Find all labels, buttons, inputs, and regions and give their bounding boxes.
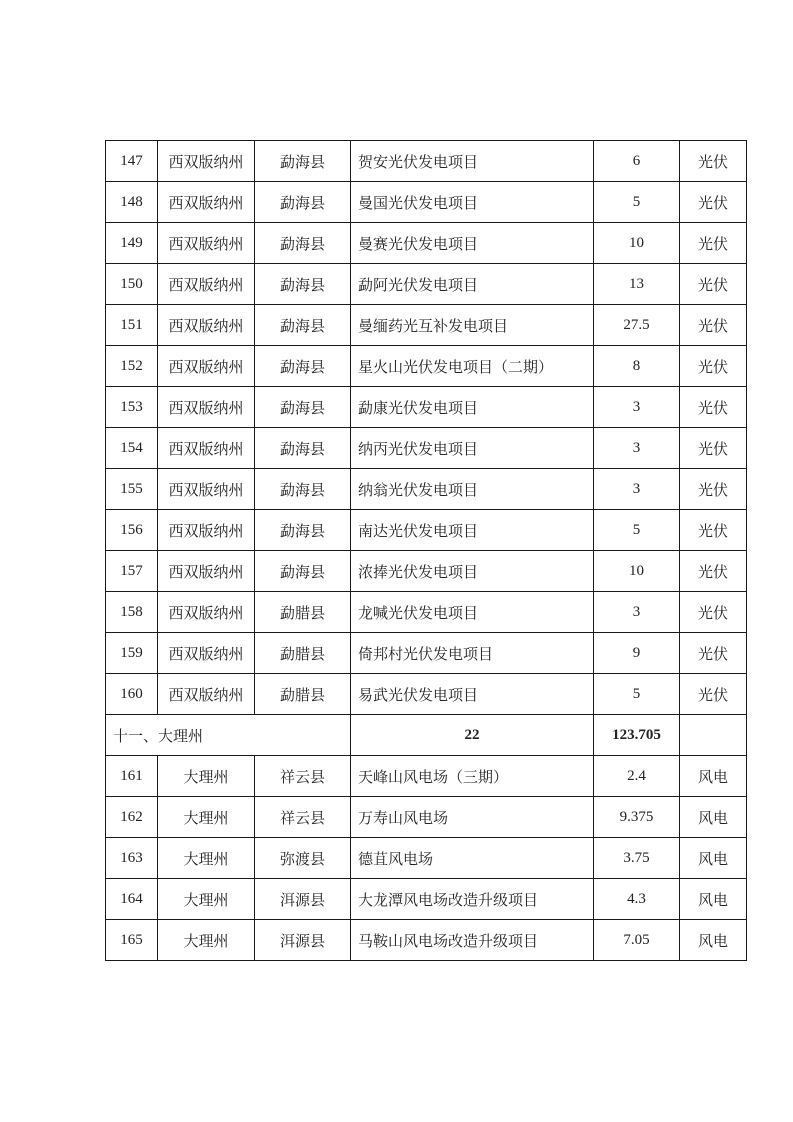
cell-county: 勐海县 xyxy=(255,387,351,428)
cell-number: 160 xyxy=(106,674,158,715)
cell-prefecture: 西双版纳州 xyxy=(158,305,255,346)
section-total-capacity: 123.705 xyxy=(594,715,680,756)
cell-prefecture: 西双版纳州 xyxy=(158,428,255,469)
cell-prefecture: 大理州 xyxy=(158,797,255,838)
table-row xyxy=(106,592,747,633)
cell-project-name: 曼缅药光互补发电项目 xyxy=(351,305,594,346)
cell-county: 勐海县 xyxy=(255,305,351,346)
cell-number: 162 xyxy=(106,797,158,838)
table-row xyxy=(106,510,747,551)
cell-capacity: 9.375 xyxy=(594,797,680,838)
cell-county: 弥渡县 xyxy=(255,838,351,879)
cell-prefecture: 西双版纳州 xyxy=(158,633,255,674)
cell-project-name: 星火山光伏发电项目（二期） xyxy=(351,346,594,387)
cell-county: 勐腊县 xyxy=(255,633,351,674)
cell-number: 163 xyxy=(106,838,158,879)
table-section-dali xyxy=(106,715,747,756)
section-label: 十一、大理州 xyxy=(106,715,351,756)
cell-project-name: 德苴风电场 xyxy=(351,838,594,879)
cell-capacity: 5 xyxy=(594,182,680,223)
cell-number: 154 xyxy=(106,428,158,469)
cell-capacity: 3 xyxy=(594,469,680,510)
cell-prefecture: 西双版纳州 xyxy=(158,592,255,633)
cell-type: 光伏 xyxy=(680,592,747,633)
cell-project-name: 纳丙光伏发电项目 xyxy=(351,428,594,469)
cell-number: 151 xyxy=(106,305,158,346)
cell-capacity: 2.4 xyxy=(594,756,680,797)
cell-county: 勐海县 xyxy=(255,551,351,592)
cell-prefecture: 西双版纳州 xyxy=(158,510,255,551)
cell-county: 祥云县 xyxy=(255,797,351,838)
cell-capacity: 13 xyxy=(594,264,680,305)
cell-type: 风电 xyxy=(680,838,747,879)
table-row xyxy=(106,428,747,469)
cell-project-name: 倚邦村光伏发电项目 xyxy=(351,633,594,674)
cell-type: 风电 xyxy=(680,920,747,961)
cell-county: 勐海县 xyxy=(255,264,351,305)
table-row xyxy=(106,346,747,387)
cell-type: 风电 xyxy=(680,756,747,797)
cell-county: 勐海县 xyxy=(255,346,351,387)
cell-capacity: 9 xyxy=(594,633,680,674)
section-project-count: 22 xyxy=(351,715,594,756)
cell-capacity: 5 xyxy=(594,510,680,551)
cell-type: 光伏 xyxy=(680,633,747,674)
cell-type: 光伏 xyxy=(680,346,747,387)
cell-project-name: 大龙潭风电场改造升级项目 xyxy=(351,879,594,920)
cell-project-name: 浓捧光伏发电项目 xyxy=(351,551,594,592)
cell-number: 158 xyxy=(106,592,158,633)
cell-type: 光伏 xyxy=(680,141,747,182)
table-body-dali xyxy=(106,756,747,961)
table-row xyxy=(106,264,747,305)
cell-county: 勐腊县 xyxy=(255,592,351,633)
cell-project-name: 勐阿光伏发电项目 xyxy=(351,264,594,305)
cell-county: 勐海县 xyxy=(255,223,351,264)
cell-capacity: 6 xyxy=(594,141,680,182)
cell-county: 祥云县 xyxy=(255,756,351,797)
cell-prefecture: 西双版纳州 xyxy=(158,551,255,592)
cell-number: 159 xyxy=(106,633,158,674)
cell-type: 光伏 xyxy=(680,264,747,305)
cell-capacity: 10 xyxy=(594,223,680,264)
cell-project-name: 万寿山风电场 xyxy=(351,797,594,838)
cell-county: 勐海县 xyxy=(255,428,351,469)
cell-type: 光伏 xyxy=(680,223,747,264)
cell-project-name: 易武光伏发电项目 xyxy=(351,674,594,715)
cell-type: 光伏 xyxy=(680,674,747,715)
cell-project-name: 贺安光伏发电项目 xyxy=(351,141,594,182)
cell-prefecture: 大理州 xyxy=(158,879,255,920)
cell-project-name: 纳翁光伏发电项目 xyxy=(351,469,594,510)
cell-county: 洱源县 xyxy=(255,920,351,961)
cell-number: 150 xyxy=(106,264,158,305)
cell-project-name: 马鞍山风电场改造升级项目 xyxy=(351,920,594,961)
cell-prefecture: 西双版纳州 xyxy=(158,141,255,182)
table-row xyxy=(106,797,747,838)
cell-number: 156 xyxy=(106,510,158,551)
cell-number: 147 xyxy=(106,141,158,182)
cell-prefecture: 西双版纳州 xyxy=(158,223,255,264)
cell-prefecture: 西双版纳州 xyxy=(158,674,255,715)
cell-type: 光伏 xyxy=(680,387,747,428)
cell-number: 164 xyxy=(106,879,158,920)
cell-project-name: 南达光伏发电项目 xyxy=(351,510,594,551)
table-row xyxy=(106,141,747,182)
cell-type: 光伏 xyxy=(680,428,747,469)
cell-prefecture: 西双版纳州 xyxy=(158,469,255,510)
cell-project-name: 曼国光伏发电项目 xyxy=(351,182,594,223)
cell-number: 161 xyxy=(106,756,158,797)
cell-prefecture: 大理州 xyxy=(158,920,255,961)
cell-type: 光伏 xyxy=(680,510,747,551)
cell-capacity: 4.3 xyxy=(594,879,680,920)
table-row xyxy=(106,469,747,510)
table-row xyxy=(106,387,747,428)
cell-capacity: 3 xyxy=(594,428,680,469)
cell-county: 勐腊县 xyxy=(255,674,351,715)
cell-type: 光伏 xyxy=(680,469,747,510)
cell-county: 勐海县 xyxy=(255,469,351,510)
cell-county: 洱源县 xyxy=(255,879,351,920)
cell-number: 165 xyxy=(106,920,158,961)
cell-number: 149 xyxy=(106,223,158,264)
table-row xyxy=(106,551,747,592)
table-row xyxy=(106,756,747,797)
cell-prefecture: 大理州 xyxy=(158,756,255,797)
cell-capacity: 10 xyxy=(594,551,680,592)
cell-prefecture: 大理州 xyxy=(158,838,255,879)
section-empty-cell xyxy=(680,715,747,756)
cell-project-name: 勐康光伏发电项目 xyxy=(351,387,594,428)
cell-project-name: 龙喊光伏发电项目 xyxy=(351,592,594,633)
table-row xyxy=(106,674,747,715)
cell-prefecture: 西双版纳州 xyxy=(158,182,255,223)
cell-number: 155 xyxy=(106,469,158,510)
cell-type: 光伏 xyxy=(680,551,747,592)
cell-number: 157 xyxy=(106,551,158,592)
cell-capacity: 5 xyxy=(594,674,680,715)
table-row xyxy=(106,182,747,223)
cell-prefecture: 西双版纳州 xyxy=(158,264,255,305)
project-list-table xyxy=(105,140,747,961)
cell-project-name: 天峰山风电场（三期） xyxy=(351,756,594,797)
section-header-row xyxy=(106,715,747,756)
table-row xyxy=(106,633,747,674)
cell-type: 风电 xyxy=(680,879,747,920)
cell-type: 光伏 xyxy=(680,305,747,346)
cell-number: 152 xyxy=(106,346,158,387)
table-row xyxy=(106,838,747,879)
cell-capacity: 3 xyxy=(594,387,680,428)
cell-capacity: 27.5 xyxy=(594,305,680,346)
cell-type: 光伏 xyxy=(680,182,747,223)
cell-county: 勐海县 xyxy=(255,141,351,182)
cell-number: 153 xyxy=(106,387,158,428)
table-row xyxy=(106,223,747,264)
table-row xyxy=(106,920,747,961)
cell-prefecture: 西双版纳州 xyxy=(158,346,255,387)
table-row xyxy=(106,879,747,920)
cell-capacity: 7.05 xyxy=(594,920,680,961)
cell-project-name: 曼赛光伏发电项目 xyxy=(351,223,594,264)
cell-capacity: 3 xyxy=(594,592,680,633)
cell-type: 风电 xyxy=(680,797,747,838)
cell-county: 勐海县 xyxy=(255,510,351,551)
cell-prefecture: 西双版纳州 xyxy=(158,387,255,428)
table-body-xishuangbanna xyxy=(106,141,747,715)
table-row xyxy=(106,305,747,346)
cell-county: 勐海县 xyxy=(255,182,351,223)
cell-capacity: 8 xyxy=(594,346,680,387)
cell-capacity: 3.75 xyxy=(594,838,680,879)
cell-number: 148 xyxy=(106,182,158,223)
